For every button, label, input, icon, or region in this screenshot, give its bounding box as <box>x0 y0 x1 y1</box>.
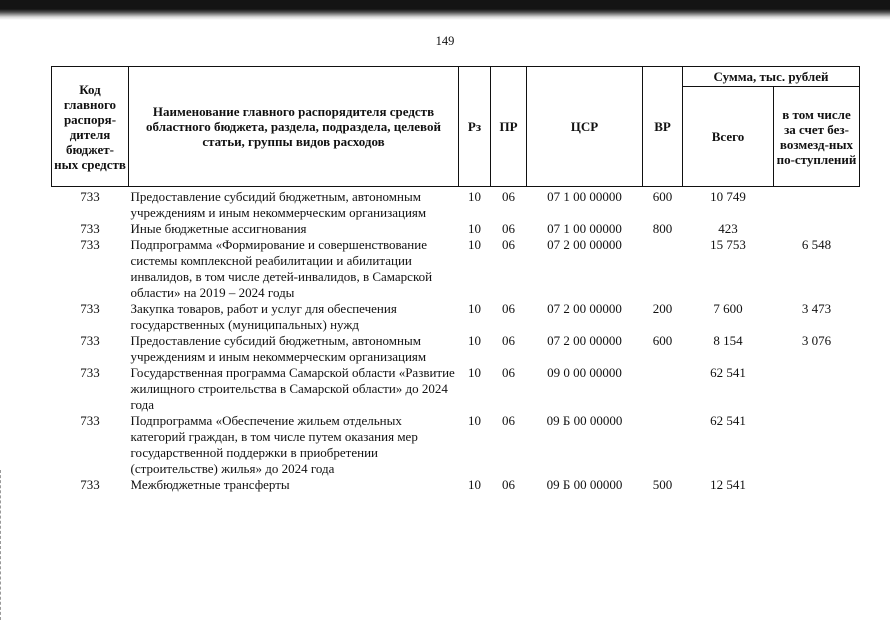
cell-incl <box>774 413 860 477</box>
cell-pr: 06 <box>502 237 515 252</box>
cell-total: 62 541 <box>710 365 746 380</box>
cell-incl <box>774 365 860 413</box>
cell-vr <box>643 413 683 477</box>
cell-name: Закупка товаров, работ и услуг для обеспечения государственных (муниципальных) нужд <box>130 301 397 332</box>
cell-rz: 10 <box>468 221 481 236</box>
header-name: Наименование главного распорядителя средств областного бюджета, раздела, подраздела, целевой статьи, группы видов расходов <box>129 67 459 187</box>
cell-incl: 3 473 <box>801 301 832 316</box>
cell-rz: 10 <box>468 477 481 492</box>
cell-pr: 06 <box>502 333 515 348</box>
cell-csr: 09 0 00 00000 <box>547 365 622 380</box>
cell-csr: 09 Б 00 00000 <box>546 477 623 492</box>
cell-total: 10 749 <box>710 189 746 204</box>
cell-csr: 09 Б 00 00000 <box>546 413 623 428</box>
cell-vr <box>643 237 683 301</box>
cell-code: 733 <box>80 237 100 252</box>
cell-vr: 200 <box>652 301 673 316</box>
cell-code: 733 <box>80 301 100 316</box>
header-pr: ПР <box>491 67 527 187</box>
cell-incl <box>774 221 860 237</box>
cell-rz: 10 <box>468 365 481 380</box>
cell-vr: 600 <box>652 189 673 204</box>
cell-rz: 10 <box>468 189 481 204</box>
scan-left-edge <box>0 470 4 620</box>
table-row <box>52 413 860 477</box>
cell-rz: 10 <box>468 333 481 348</box>
cell-total: 8 154 <box>713 333 743 348</box>
cell-total: 15 753 <box>710 237 746 252</box>
cell-csr: 07 2 00 00000 <box>547 333 622 348</box>
header-incl: в том числе за счет без-возмезд-ных по-ступлений <box>774 87 860 187</box>
cell-pr: 06 <box>502 413 515 428</box>
header-csr: ЦСР <box>527 67 643 187</box>
cell-name: Государственная программа Самарской области «Развитие жилищного строительства в Самарской области» до 2024 года <box>130 365 455 412</box>
cell-total: 7 600 <box>713 301 743 316</box>
cell-pr: 06 <box>502 365 515 380</box>
cell-name: Подпрограмма «Формирование и совершенствование системы комплексной реабилитации и абилитации инвалидов, в том числе детей-инвалидов, в Самарской области» на 2019 – 2024 годы <box>130 237 433 300</box>
header-code: Код главного распоря-дителя бюджет-ных средств <box>52 67 129 187</box>
cell-incl: 3 076 <box>801 333 832 348</box>
scan-top-edge <box>0 0 890 20</box>
header-rz: Рз <box>459 67 491 187</box>
page-number: 149 <box>435 34 455 48</box>
cell-code: 733 <box>80 365 100 380</box>
cell-csr: 07 1 00 00000 <box>547 189 622 204</box>
cell-code: 733 <box>80 413 100 428</box>
cell-name: Предоставление субсидий бюджетным, автономным учреждениям и иным некоммерческим организациям <box>130 189 427 220</box>
cell-code: 733 <box>80 333 100 348</box>
cell-name: Предоставление субсидий бюджетным, автономным учреждениям и иным некоммерческим организациям <box>130 333 427 364</box>
cell-total: 423 <box>718 221 738 236</box>
cell-pr: 06 <box>502 477 515 492</box>
cell-vr: 800 <box>652 221 673 236</box>
cell-name: Межбюджетные трансферты <box>130 477 290 492</box>
cell-vr <box>643 365 683 413</box>
cell-pr: 06 <box>502 301 515 316</box>
header-vr: ВР <box>643 67 683 187</box>
cell-incl: 6 548 <box>801 237 832 252</box>
table-row <box>52 187 860 222</box>
cell-incl <box>774 187 860 222</box>
header-total: Всего <box>683 87 774 187</box>
table-row <box>52 237 860 301</box>
cell-total: 62 541 <box>710 413 746 428</box>
cell-csr: 07 2 00 00000 <box>547 237 622 252</box>
cell-code: 733 <box>80 221 100 236</box>
table-row <box>52 301 860 333</box>
cell-vr: 600 <box>652 333 673 348</box>
cell-total: 12 541 <box>710 477 746 492</box>
cell-code: 733 <box>80 189 100 204</box>
cell-code: 733 <box>80 477 100 492</box>
table-row <box>52 333 860 365</box>
table-row <box>52 477 860 493</box>
cell-rz: 10 <box>468 237 481 252</box>
cell-rz: 10 <box>468 413 481 428</box>
header-sum: Сумма, тыс. рублей <box>683 67 860 87</box>
table-row <box>52 221 860 237</box>
cell-rz: 10 <box>468 301 481 316</box>
budget-table <box>51 66 860 493</box>
cell-vr: 500 <box>652 477 673 492</box>
cell-pr: 06 <box>502 221 515 236</box>
table-row <box>52 365 860 413</box>
cell-csr: 07 1 00 00000 <box>547 221 622 236</box>
cell-name: Подпрограмма «Обеспечение жильем отдельных категорий граждан, в том числе путем оказания мер государственной поддержки в приобретении (строительстве) жилья» до 2024 года <box>130 413 418 476</box>
cell-csr: 07 2 00 00000 <box>547 301 622 316</box>
cell-name: Иные бюджетные ассигнования <box>130 221 307 236</box>
cell-pr: 06 <box>502 189 515 204</box>
cell-incl <box>774 477 860 493</box>
